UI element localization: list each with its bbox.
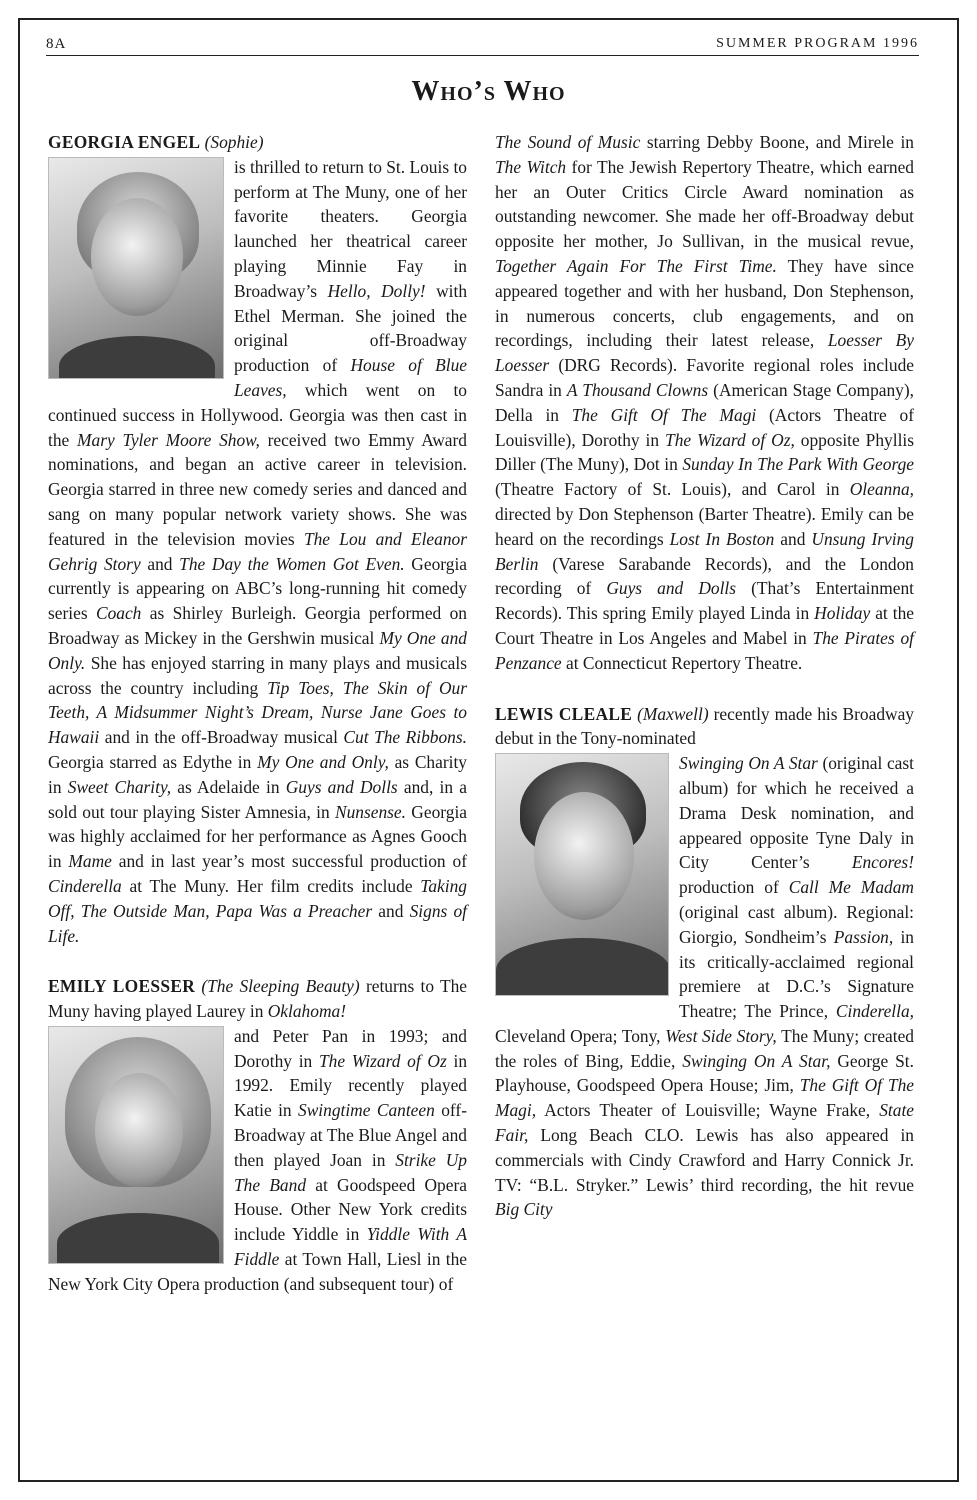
show-title: West Side Story, xyxy=(665,1025,777,1046)
show-title: Oklahoma! xyxy=(267,1001,346,1022)
bio-text: They have since appeared together and with her husband, Don Stephenson, in numerous concerts, club engagements, and on recordings, including their latest release, xyxy=(495,255,914,351)
bio-text: for The Jewish Repertory Theatre, which earned her an Outer Critics Circle Award nomination as outstanding newcomer. She made her off-Broadway debut opposite her mother, Jo Sullivan, in the musical revue, xyxy=(495,156,914,252)
bio-text: (original cast album). Regional: Giorgio, Sondheim’s xyxy=(679,901,914,947)
bio-text: (DRG Records). Favorite regional roles include Sandra in xyxy=(495,355,914,400)
show-title: Nunsense. xyxy=(334,801,406,822)
page-header xyxy=(46,36,919,56)
show-title: My One and Only. xyxy=(48,627,467,673)
bio-text: starring Debby Boone, and Mirele in xyxy=(640,132,914,152)
show-title: Swingtime Canteen xyxy=(298,1100,435,1121)
show-title: Coach xyxy=(95,603,142,624)
program-page xyxy=(18,18,959,1482)
show-title: Guys and Dolls xyxy=(606,578,737,599)
bio-text: in 1992. Emily recently played Katie in xyxy=(234,1050,468,1121)
bio-text: (Actors Theatre of Louisville), Dorothy in xyxy=(495,404,915,450)
show-title: Loesser By Loesser xyxy=(495,330,914,376)
bio-text: Georgia starred as Edythe in xyxy=(48,751,258,772)
show-title: Mame xyxy=(68,851,112,872)
bio-georgia-engel xyxy=(48,130,467,948)
bio-role: (The Sleeping Beauty) xyxy=(201,976,360,997)
bio-text: at Connecticut Repertory Theatre. xyxy=(561,652,803,673)
bio-text: (American Stage Company), Della in xyxy=(495,379,915,425)
show-title: Guys and Dolls xyxy=(285,776,398,797)
photo-face xyxy=(91,198,183,316)
bio-emily-loesser-continued xyxy=(495,130,914,676)
show-title: Oleanna, xyxy=(849,479,914,500)
bio-text: at Goodspeed Opera House. Other New York credits include Yiddle in xyxy=(234,1174,467,1245)
show-title: Big City xyxy=(495,1199,553,1220)
show-title: Lost In Boston xyxy=(669,528,775,549)
bio-text: (Varese Sarabande Records), and the London recording of xyxy=(495,553,914,599)
show-title: The Witch xyxy=(495,156,567,177)
show-title: Cinderella, xyxy=(835,1001,914,1022)
show-title: The Lou and Eleanor Gehrig Story xyxy=(48,528,468,574)
bio-text: as Adelaide in xyxy=(171,776,286,797)
show-title: Cinderella xyxy=(48,875,122,896)
bio-text: as Charity in xyxy=(48,751,467,797)
photo-shoulders xyxy=(57,1213,219,1264)
show-title: Unsung Irving Berlin xyxy=(495,528,914,574)
bio-text: at The Muny. Her film credits include xyxy=(121,875,421,896)
photo-shoulders xyxy=(59,336,215,379)
show-title: Call Me Madam xyxy=(788,877,914,898)
bio-text: and in the off-Broadway musical xyxy=(99,727,344,748)
bio-text: and xyxy=(140,553,180,574)
headshot-lewis-cleale xyxy=(495,753,669,996)
bio-text: Long Beach CLO. Lewis has also appeared in commercials with Cindy Crawford and Harry Connick Jr. TV: “B.L. Stryker.” Lewis’ third recording, the hit revue xyxy=(495,1125,914,1195)
bio-role: (Maxwell) xyxy=(637,703,709,724)
bio-georgia-opening xyxy=(48,130,467,155)
bio-text: is thrilled to return to St. Louis to perform at The Muny, one of her favorite theaters. Georgia launched her theatrical career playing Minnie Fay in Broadway’s xyxy=(234,156,467,301)
page-number: 8A xyxy=(46,36,67,52)
bio-text: returns to The Muny having played Laurey in xyxy=(48,976,467,1022)
show-title: Mary Tyler Moore Show, xyxy=(77,429,260,450)
show-title: Together Again For The First Time. xyxy=(495,255,777,276)
bio-text: Georgia was highly acclaimed for her performance as Agnes Gooch in xyxy=(48,801,467,872)
bio-text: (That’s Entertainment Records). This spring Emily played Linda in xyxy=(495,578,914,624)
show-title: The Pirates of Penzance xyxy=(495,627,914,673)
headshot-emily-loesser xyxy=(48,1026,224,1264)
show-title: Swinging On A Star, xyxy=(682,1050,831,1071)
photo-face xyxy=(534,792,634,920)
bio-text: which went on to continued success in Hollywood. Georgia was then cast in the xyxy=(48,379,467,450)
bio-role: (Sophie) xyxy=(204,132,264,152)
show-title: The Wizard of Oz, xyxy=(665,429,795,450)
bio-lewis-cleale xyxy=(495,702,914,1223)
show-title: The Sound of Music xyxy=(495,132,641,152)
right-column xyxy=(495,130,914,1248)
bio-emily-loesser xyxy=(48,974,467,1296)
show-title: Encores! xyxy=(851,852,914,873)
show-title: Holiday xyxy=(814,603,871,624)
bio-text: at Town Hall, Liesl in the New York City Opera production (and subsequent tour) of xyxy=(48,1249,467,1294)
show-title: My One and Only, xyxy=(257,751,389,772)
show-title: The Wizard of Oz xyxy=(318,1050,447,1071)
show-title: Swinging On A Star xyxy=(679,753,818,774)
bio-text: directed by Don Stephenson (Barter Theatre). Emily can be heard on the recordings xyxy=(495,503,914,549)
bio-name: LEWIS CLEALE xyxy=(495,703,633,724)
show-title: The Day the Women Got Even. xyxy=(179,553,405,574)
show-title: The Gift Of The Magi, xyxy=(495,1075,914,1121)
bio-text: Georgia currently is appearing on ABC’s long-running hit comedy series xyxy=(48,553,468,624)
bio-text: George St. Playhouse, Goodspeed Opera House; Jim, xyxy=(495,1050,914,1096)
bio-text: and in last year’s most successful production of xyxy=(111,851,467,872)
show-title: Cut The Ribbons. xyxy=(343,727,467,748)
bio-text: The Muny; created the roles of Bing, Eddie, xyxy=(495,1025,915,1071)
bio-emily-opening xyxy=(48,974,467,1024)
bio-text: and, in a sold out tour playing Sister Amnesia, in xyxy=(48,776,468,822)
bio-text: recently made his Broadway debut in the Tony-nominated xyxy=(495,703,914,749)
show-title: Passion, xyxy=(833,926,894,947)
photo-face xyxy=(95,1073,183,1187)
show-title: State Fair, xyxy=(495,1100,914,1146)
bio-text: at the Court Theatre in Los Angeles and Mabel in xyxy=(495,603,915,648)
bio-text: (original cast album) for which he received a Drama Desk nomination, and appeared opposite Tyne Daly in City Center’s xyxy=(679,753,914,873)
bio-text: as Shirley Burleigh. Georgia performed on Broadway as Mickey in the Gershwin musical xyxy=(48,603,467,648)
bio-text: in its critically-acclaimed regional premiere at D.C.’s Signature Theatre; The Prince, xyxy=(679,926,914,1022)
bio-text: She has enjoyed starring in many plays and musicals across the country including xyxy=(48,652,467,698)
page-title: Who’s Who xyxy=(411,76,566,107)
bio-name: GEORGIA ENGEL xyxy=(48,132,201,152)
bio-text: and xyxy=(372,900,410,921)
show-title: Tip Toes, The Skin of Our Teeth, A Midsummer Night’s Dream, Nurse Jane Goes to Hawaii xyxy=(48,677,467,748)
bio-name: EMILY LOESSER xyxy=(48,976,196,997)
show-title: Signs of Life. xyxy=(48,900,467,946)
show-title: Sunday In The Park With George xyxy=(682,454,914,475)
bio-text: production of xyxy=(679,877,789,898)
show-title: Yiddle With A Fiddle xyxy=(234,1224,467,1270)
bio-text: Actors Theater of Louisville; Wayne Frake, xyxy=(536,1100,880,1121)
bio-text: Cleveland Opera; Tony, xyxy=(495,1025,666,1046)
bio-text: off-Broadway at The Blue Angel and then played Joan in xyxy=(234,1100,467,1170)
bio-text: and Peter Pan in 1993; and Dorothy in xyxy=(234,1025,467,1071)
show-title: A Thousand Clowns xyxy=(566,379,709,400)
show-title: Hello, Dolly! xyxy=(327,280,426,301)
show-title: Strike Up The Band xyxy=(234,1149,467,1195)
program-title: SUMMER PROGRAM 1996 xyxy=(716,36,919,51)
headshot-georgia-engel xyxy=(48,157,224,379)
bio-text: received two Emmy Award nominations, and began an active career in television. Georgia starred in three new comedy series and danced and sang on many popular network variety shows. She was featured in the television movies xyxy=(48,429,467,549)
photo-shoulders xyxy=(496,938,669,996)
left-column xyxy=(48,130,467,1323)
show-title: The Gift Of The Magi xyxy=(571,404,757,425)
bio-text: opposite Phyllis Diller (The Muny), Dot in xyxy=(495,429,914,475)
bio-lewis-opening xyxy=(495,702,914,752)
bio-text: and xyxy=(774,528,812,549)
bio-text: with Ethel Merman. She joined the original off-Broadway production of xyxy=(234,280,468,376)
show-title: Sweet Charity, xyxy=(67,776,172,797)
bio-text: (Theatre Factory of St. Louis), and Carol in xyxy=(495,479,850,500)
show-title: Taking Off, The Outside Man, Papa Was a Preacher xyxy=(48,875,467,921)
show-title: House of Blue Leaves, xyxy=(234,355,467,400)
